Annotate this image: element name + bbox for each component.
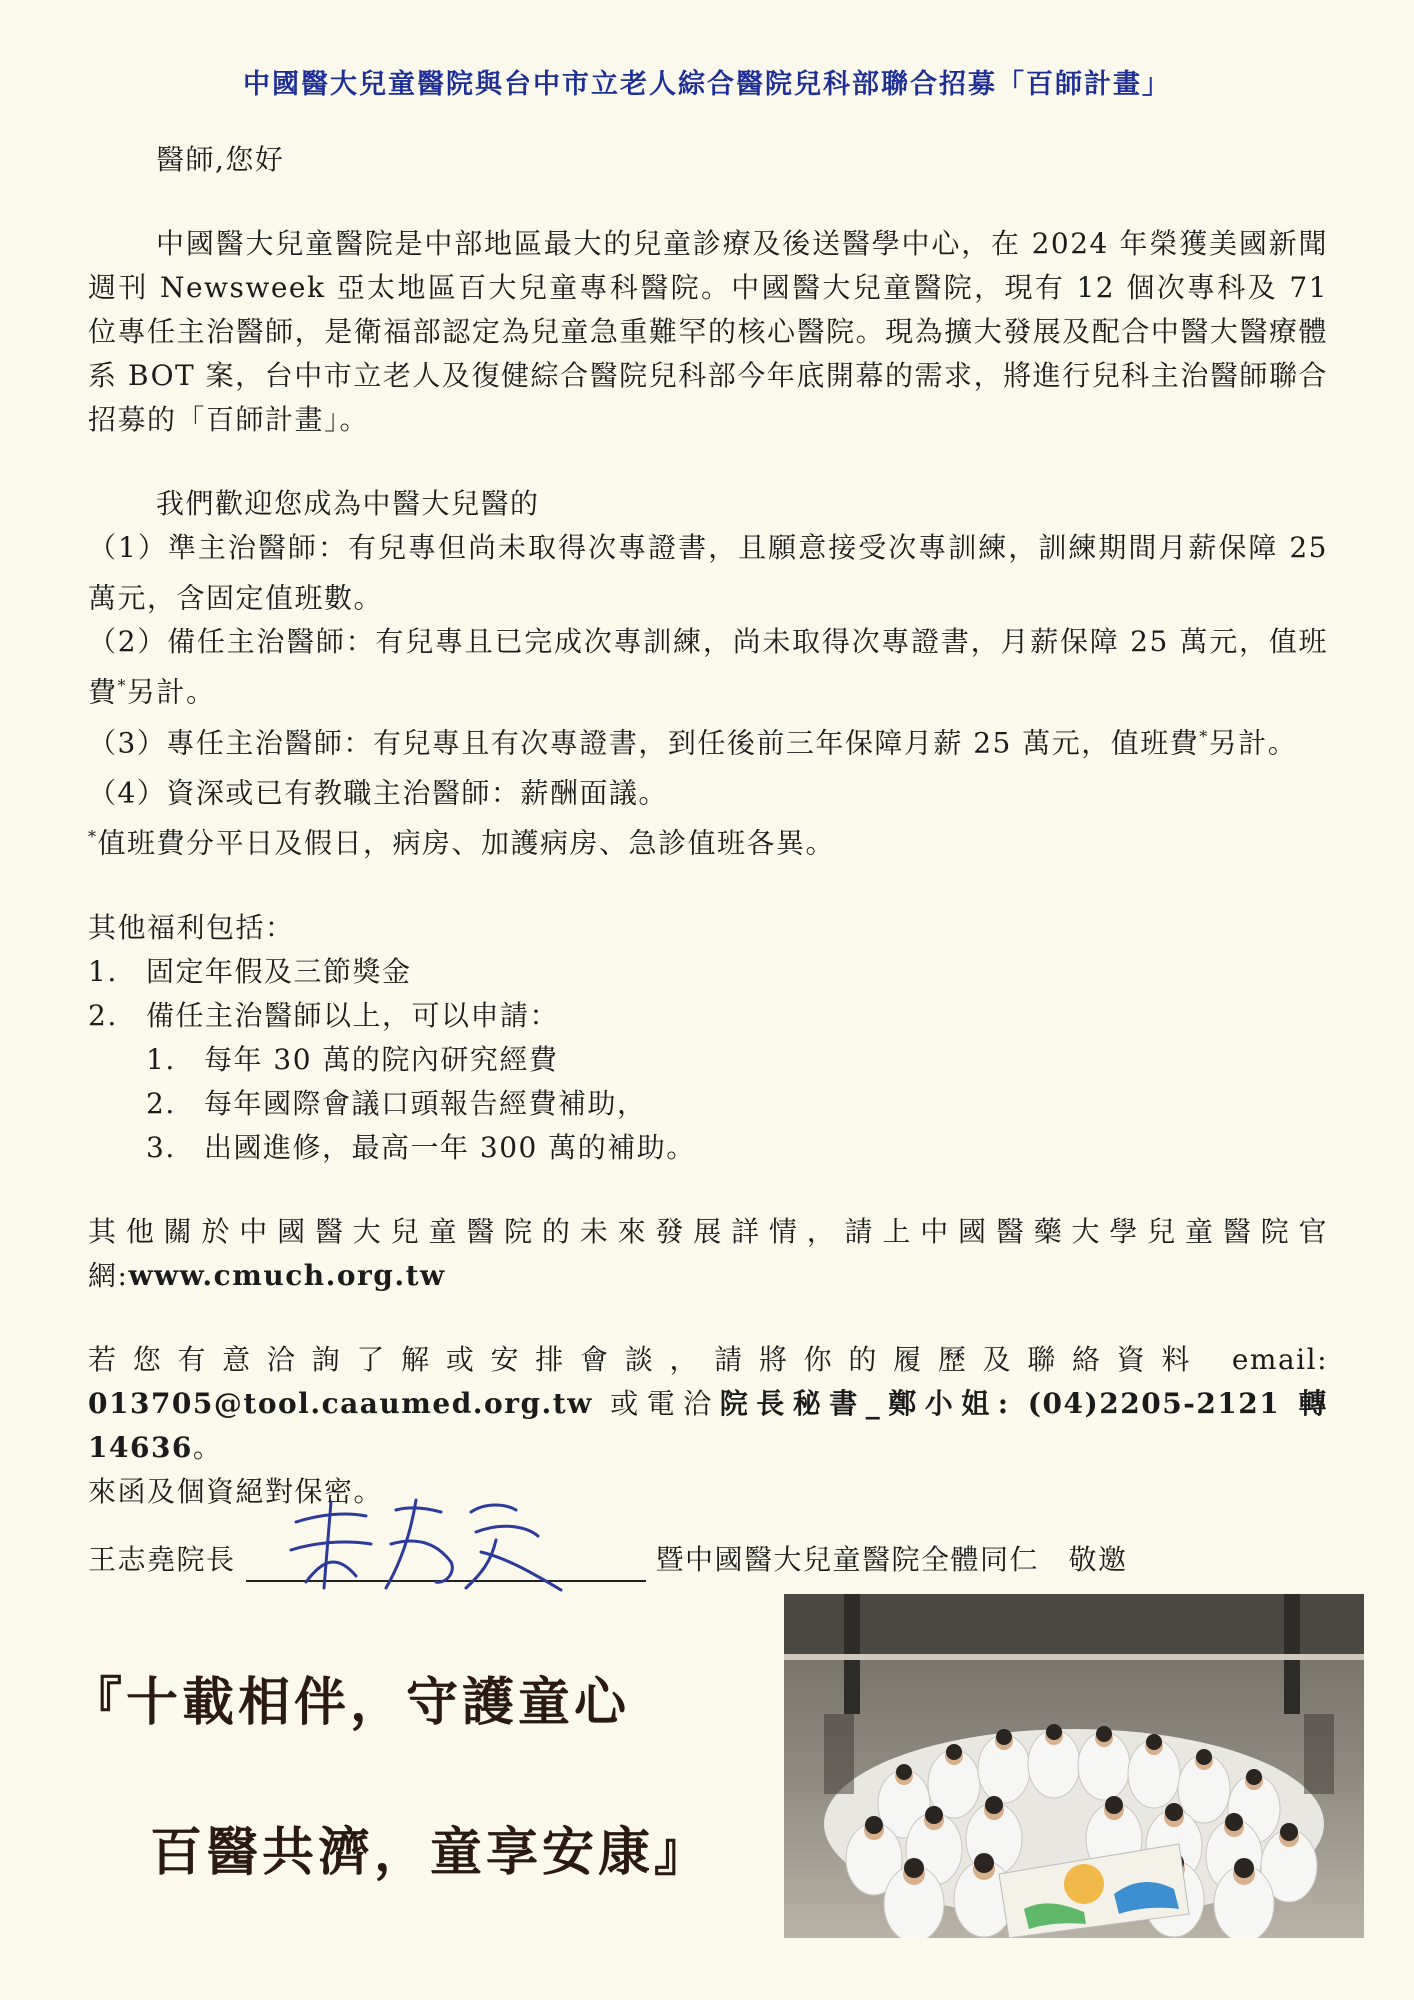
- group-photo: [784, 1594, 1364, 1938]
- footnote: *值班費分平日及假日，病房、加護病房、急診值班各異。: [88, 826, 836, 860]
- intro-paragraph: 中國醫大兒童醫院是中部地區最大的兒童診療及後送醫學中心，在 2024 年榮獲美國新聞週刊 Newsweek 亞太地區百大兒童專科醫院。中國醫大兒童醫院，現有 12 個次專科及 71 位專任主治醫師，是衛福部認定為兒童急重難罕的核心醫院。現為擴大發展及配合中醫大醫療體系 BOT 案，台中市立老人及復健綜合醫院兒科部今年底開幕的需求，將進行兒科主治醫師聯合招募的「百師計畫」。: [88, 227, 1328, 436]
- signature-field: [246, 1536, 646, 1582]
- position-item: （3）專任主治醫師：有兒專且有次專證書，到任後前三年保障月薪 25 萬元，值班費*另計。: [88, 725, 1298, 759]
- position-item: （4）資深或已有教職主治醫師：薪酬面議。: [88, 776, 668, 810]
- positions-list: [88, 526, 1328, 815]
- slogan-line-2: 百醫共濟，童享安康』: [150, 1823, 711, 1883]
- greeting: 醫師,您好: [156, 143, 285, 176]
- list-item: 2. 每年國際會議口頭報告經費補助，: [146, 1086, 647, 1120]
- signature-line: [88, 1536, 1328, 1582]
- list-item: 3. 出國進修，最高一年 300 萬的補助。: [146, 1130, 696, 1164]
- group-photo-illustration: [784, 1594, 1364, 1938]
- page-title: 中國醫大兒童醫院與台中市立老人綜合醫院兒科部聯合招募「百師計畫」: [243, 69, 1171, 100]
- signer-name: 王志堯院長: [88, 1542, 236, 1576]
- sub-benefits-list: [88, 1038, 1328, 1170]
- website-paragraph: 其他關於中國醫大兒童醫院的未來發展詳情，請上中國醫藥大學兒童醫院官網:www.cmuch.org.tw: [88, 1214, 1328, 1292]
- benefits-list: [88, 950, 1328, 1038]
- welcome-line: 我們歡迎您成為中醫大兒醫的: [156, 487, 540, 520]
- benefits-title: 其他福利包括：: [88, 910, 295, 944]
- position-item: （1）準主治醫師：有兒專但尚未取得次專證書，且願意接受次專訓練，訓練期間月薪保障 25 萬元，含固定值班數。: [88, 531, 1328, 615]
- list-item: 1. 固定年假及三節獎金: [88, 954, 412, 988]
- handwritten-signature: [276, 1492, 576, 1592]
- contact-phone: 院長秘書_鄭小姐: (04)2205-2121 轉 14636: [88, 1386, 1328, 1464]
- position-item: （2）備任主治醫師：有兒專且已完成次專訓練，尚未取得次專證書，月薪保障 25 萬元，值班費*另計。: [88, 625, 1328, 709]
- website-link[interactable]: www.cmuch.org.tw: [128, 1258, 446, 1292]
- letter-body: [88, 138, 1328, 1582]
- list-item: 1. 每年 30 萬的院內研究經費: [146, 1042, 559, 1076]
- contact-paragraph: 若您有意洽詢了解或安排會談，請將你的履歷及聯絡資料 email: 013705@tool.caaumed.org.tw 或電洽院長秘書_鄭小姐: (04)2205-2121 轉 14636。: [88, 1342, 1328, 1464]
- slogan-line-1: 『十載相伴，守護童心: [70, 1673, 631, 1733]
- email-link[interactable]: 013705@tool.caaumed.org.tw: [88, 1386, 593, 1420]
- list-item: 2. 備任主治醫師以上，可以申請：: [88, 998, 560, 1032]
- sign-suffix: 暨中國醫大兒童醫院全體同仁 敬邀: [655, 1542, 1128, 1576]
- confidential-note: 來函及個資絕對保密。: [88, 1474, 384, 1508]
